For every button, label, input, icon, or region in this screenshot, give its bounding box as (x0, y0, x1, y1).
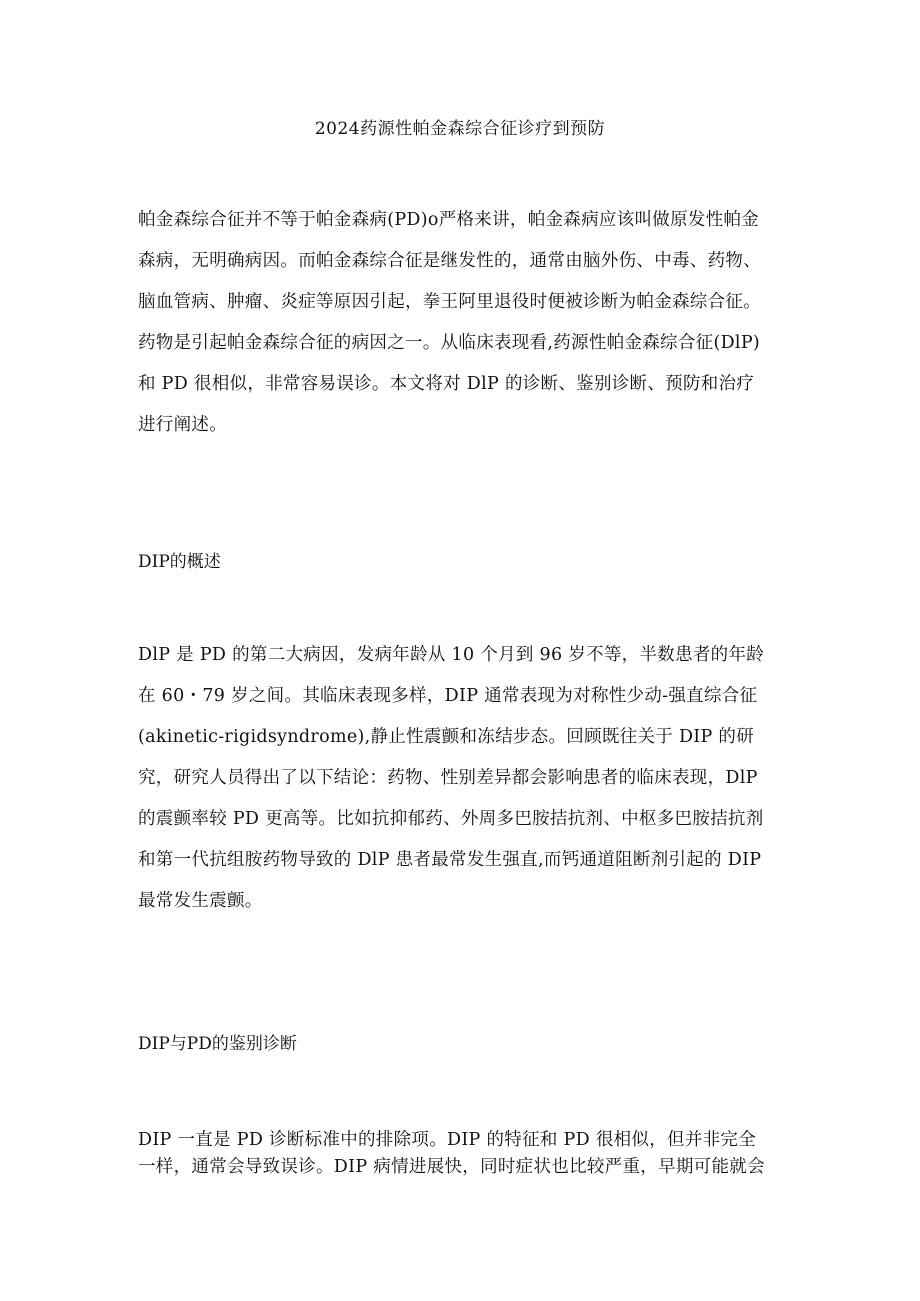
overview-paragraph (138, 635, 786, 922)
paragraph-line: 和第一代抗组胺药物导致的 DlP 患者最常发生强直,而钙通道阻断剂引起的 DIP (138, 850, 762, 870)
paragraph-line: 最常发生震颤。 (138, 891, 263, 911)
paragraph-line: 森病，无明确病因。而帕金森综合征是继发性的，通常由脑外伤、中毒、药物、 (138, 251, 761, 271)
paragraph-line: 进行阐述。 (138, 415, 227, 435)
intro-paragraph (138, 200, 786, 446)
paragraph-line: DlP 是 PD 的第二大病因，发病年龄从 10 个月到 96 岁不等，半数患者的年龄 (138, 645, 765, 665)
section-heading-overview: DIP的概述 (138, 552, 221, 572)
paragraph-line: 究，研究人员得出了以下结论：药物、性别差异都会影响患者的临床表现，DlP (138, 768, 758, 788)
paragraph-line: 一样，通常会导致误诊。DIP 病情进展快，同时症状也比较严重，早期可能就会 (138, 1157, 765, 1177)
paragraph-line: 帕金森综合征并不等于帕金森病(PD)o严格来讲，帕金森病应该叫做原发性帕金 (138, 210, 760, 230)
differential-paragraph (138, 1127, 786, 1181)
paragraph-line: 和 PD 很相似，非常容易误诊。本文将对 DlP 的诊断、鉴别诊断、预防和治疗 (138, 374, 755, 394)
paragraph-line: DIP 一直是 PD 诊断标准中的排除项。DIP 的特征和 PD 很相似，但并非完全 (138, 1130, 757, 1150)
paragraph-line: 药物是引起帕金森综合征的病因之一。从临床表现看,药源性帕金森综合征(DlP) (138, 333, 761, 353)
paragraph-line: (akinetic-rigidsyndrome),静止性震颤和冻结步态。回顾既往关于 DIP 的研 (138, 727, 755, 747)
document-title: 2024药源性帕金森综合征诊疗到预防 (314, 119, 606, 139)
paragraph-line: 在 60・79 岁之间。其临床表现多样，DIP 通常表现为对称性少动-强直综合征 (138, 686, 758, 706)
section-heading-differential: DIP与PD的鉴别诊断 (138, 1034, 297, 1054)
paragraph-line: 的震颤率较 PD 更高等。比如抗抑郁药、外周多巴胺拮抗剂、中枢多巴胺拮抗剂 (138, 809, 764, 829)
paragraph-line: 脑血管病、肿瘤、炎症等原因引起，拳王阿里退役时便被诊断为帕金森综合征。 (138, 292, 761, 312)
